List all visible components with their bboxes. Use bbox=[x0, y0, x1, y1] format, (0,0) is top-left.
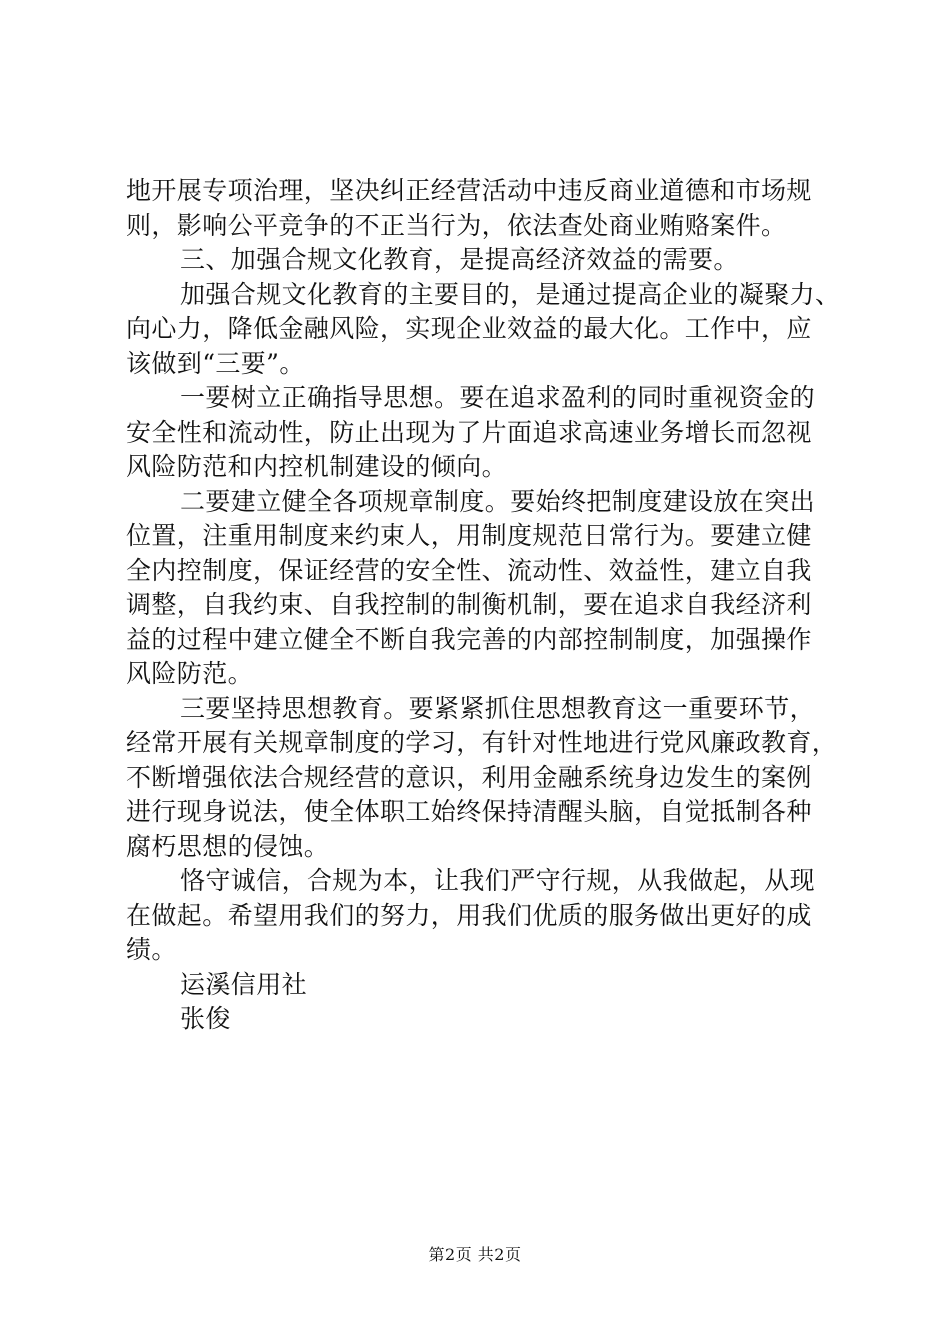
text-line: 该做到“三要”。 bbox=[126, 348, 305, 378]
text-line: 向心力，降低金融风险，实现企业效益的最大化。工作中，应 bbox=[126, 314, 812, 343]
text-line: 风险防范。 bbox=[126, 659, 254, 688]
text-line: 张俊 bbox=[180, 1004, 231, 1033]
text-line: 加强合规文化教育的主要目的，是通过提高企业的凝聚力、 bbox=[180, 279, 841, 309]
text-line: 二要建立健全各项规章制度。要始终把制度建设放在突出 bbox=[180, 486, 816, 516]
text-line: 安全性和流动性，防止出现为了片面追求高速业务增长而忽视 bbox=[126, 417, 812, 447]
text-line: 运溪信用社 bbox=[180, 969, 308, 999]
text-line: 风险防范和内控机制建设的倾向。 bbox=[126, 452, 508, 481]
text-line: 经常开展有关规章制度的学习，有针对性地进行党风廉政教育， bbox=[126, 728, 838, 757]
text-line: 地开展专项治理，坚决纠正经营活动中违反商业道德和市场规 bbox=[126, 176, 812, 205]
text-line: 益的过程中建立健全不断自我完善的内部控制制度，加强操作 bbox=[126, 624, 812, 654]
text-line: 恪守诚信，合规为本，让我们严守行规，从我做起，从现 bbox=[180, 866, 816, 895]
document-body bbox=[126, 174, 841, 1037]
text-line: 则，影响公平竞争的不正当行为，依法查处商业贿赂案件。 bbox=[126, 210, 787, 240]
text-line: 腐朽思想的侵蚀。 bbox=[126, 831, 330, 861]
text-line: 位置，注重用制度来约束人，用制度规范日常行为。要建立健 bbox=[126, 521, 812, 550]
text-line: 三要坚持思想教育。要紧紧抓住思想教育这一重要环节， bbox=[180, 693, 816, 723]
text-line: 三、加强合规文化教育，是提高经济效益的需要。 bbox=[180, 245, 739, 274]
text-line: 一要树立正确指导思想。要在追求盈利的同时重视资金的 bbox=[180, 383, 816, 412]
text-line: 在做起。希望用我们的努力，用我们优质的服务做出更好的成 bbox=[126, 900, 812, 930]
page-footer: 第2页 共2页 bbox=[428, 1245, 522, 1264]
text-line: 进行现身说法，使全体职工始终保持清醒头脑，自觉抵制各种 bbox=[126, 797, 812, 826]
text-line: 调整，自我约束、自我控制的制衡机制，要在追求自我经济利 bbox=[126, 590, 812, 619]
text-line: 绩。 bbox=[126, 935, 177, 964]
text-line: 全内控制度，保证经营的安全性、流动性、效益性，建立自我 bbox=[126, 555, 812, 585]
text-line: 不断增强依法合规经营的意识，利用金融系统身边发生的案例 bbox=[126, 762, 812, 792]
